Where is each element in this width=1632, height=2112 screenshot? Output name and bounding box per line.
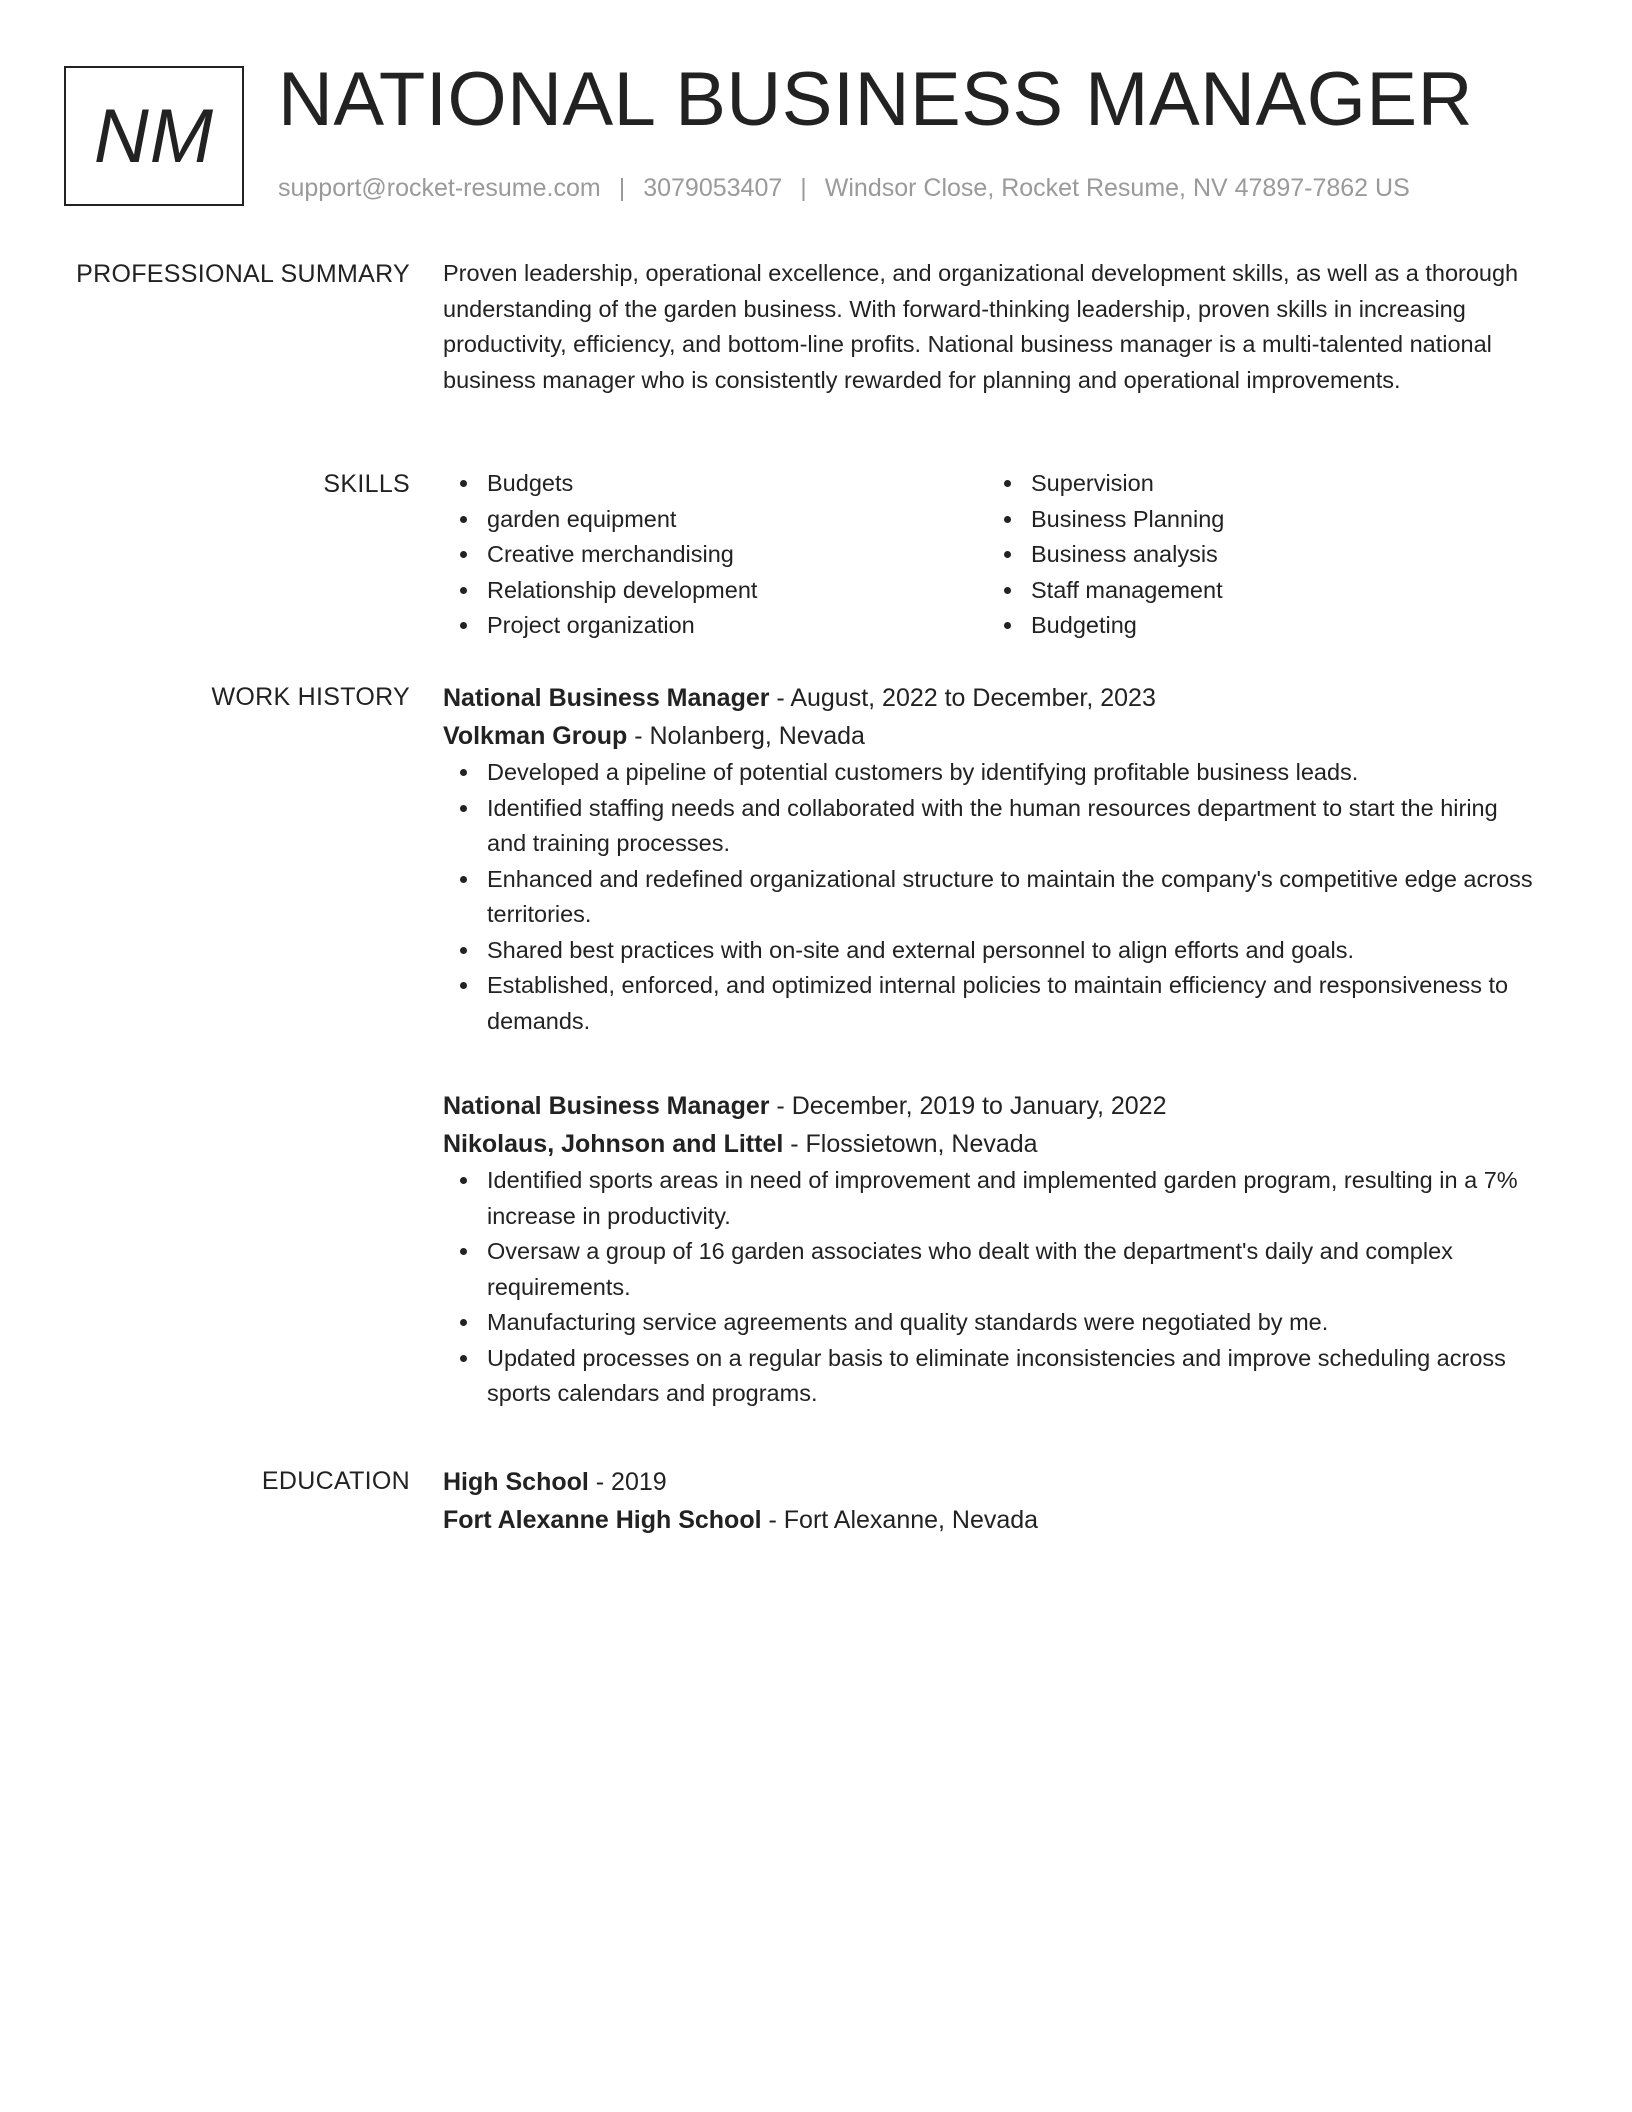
skill-item: Supervision (1031, 466, 1531, 502)
job-bullet: Shared best practices with on-site and external personnel to align efforts and goals. (487, 933, 1538, 969)
skill-item: Staff management (1031, 573, 1531, 609)
job-bullets (443, 1163, 1538, 1412)
section-title-skills: SKILLS (323, 470, 410, 498)
job-bullet: Identified staffing needs and collaborated with the human resources department to start the hiring and training processes. (487, 791, 1538, 862)
job-title-line (443, 1087, 1538, 1125)
job-entry (443, 1087, 1538, 1412)
skill-item: Business Planning (1031, 502, 1531, 538)
section-title-summary: PROFESSIONAL SUMMARY (76, 260, 410, 288)
education-school-line (443, 1501, 1538, 1539)
resume-name: NATIONAL BUSINESS MANAGER (278, 57, 1473, 142)
contact-line (278, 170, 1410, 206)
job-role: National Business Manager (443, 1092, 770, 1120)
skill-item: garden equipment (487, 502, 987, 538)
education-degree: High School (443, 1468, 589, 1496)
education-location: - Fort Alexanne, Nevada (761, 1506, 1039, 1534)
job-company-line (443, 717, 1538, 755)
contact-separator: | (800, 174, 807, 202)
skill-item: Creative merchandising (487, 537, 987, 573)
job-bullet: Updated processes on a regular basis to eliminate inconsistencies and improve scheduling across sports calendars and programs. (487, 1341, 1538, 1412)
skills-grid (443, 466, 1538, 644)
section-title-work: WORK HISTORY (211, 683, 410, 711)
job-company: Volkman Group (443, 722, 628, 750)
job-location: - Flossietown, Nevada (783, 1130, 1038, 1158)
job-company: Nikolaus, Johnson and Littel (443, 1130, 784, 1158)
skill-item: Project organization (487, 608, 987, 644)
skill-item: Relationship development (487, 573, 987, 609)
education-year: - 2019 (588, 1468, 667, 1496)
job-bullet: Manufacturing service agreements and quality standards were negotiated by me. (487, 1305, 1538, 1341)
skill-item: Budgets (487, 466, 987, 502)
skills-list-right (987, 466, 1531, 644)
skills-list-left (443, 466, 987, 644)
contact-address: Windsor Close, Rocket Resume, NV 47897-7862 US (824, 174, 1410, 202)
monogram-initials: NM (93, 93, 215, 179)
skills-column-right (987, 466, 1531, 644)
section-title-education: EDUCATION (261, 1467, 410, 1495)
monogram-box (64, 66, 244, 206)
contact-phone: 3079053407 (643, 174, 783, 202)
job-dates: - August, 2022 to December, 2023 (769, 684, 1156, 712)
job-bullets (443, 755, 1538, 1039)
job-role: National Business Manager (443, 684, 770, 712)
job-entry (443, 679, 1538, 1039)
summary-text: Proven leadership, operational excellence, and organizational development skills, as well as a thorough understanding of the garden business. With forward-thinking leadership, proven skills in increasing productivity, efficiency, and bottom-line profits. National business manager is a multi-talented national business manager who is consistently rewarded for planning and operational improvements. (443, 260, 1519, 393)
job-company-line (443, 1125, 1538, 1163)
job-bullet: Oversaw a group of 16 garden associates who dealt with the department's daily and complex requirements. (487, 1234, 1538, 1305)
summary-body (443, 256, 1538, 398)
education-body (443, 1463, 1538, 1539)
skills-column-left (443, 466, 987, 644)
job-title-line (443, 679, 1538, 717)
job-bullet: Identified sports areas in need of improvement and implemented garden program, resulting in a 7% increase in productivity. (487, 1163, 1538, 1234)
skills-body (443, 466, 1538, 644)
job-bullet: Enhanced and redefined organizational structure to maintain the company's competitive edge across territories. (487, 862, 1538, 933)
contact-separator: | (618, 174, 626, 202)
job-bullet: Established, enforced, and optimized internal policies to maintain efficiency and responsiveness to demands. (487, 968, 1538, 1039)
education-degree-line (443, 1463, 1538, 1501)
education-school: Fort Alexanne High School (443, 1506, 762, 1534)
skill-item: Budgeting (1031, 608, 1531, 644)
job-bullet: Developed a pipeline of potential customers by identifying profitable business leads. (487, 755, 1538, 791)
job-dates: - December, 2019 to January, 2022 (769, 1092, 1167, 1120)
job-location: - Nolanberg, Nevada (627, 722, 865, 750)
contact-email: support@rocket-resume.com (278, 174, 601, 202)
skill-item: Business analysis (1031, 537, 1531, 573)
